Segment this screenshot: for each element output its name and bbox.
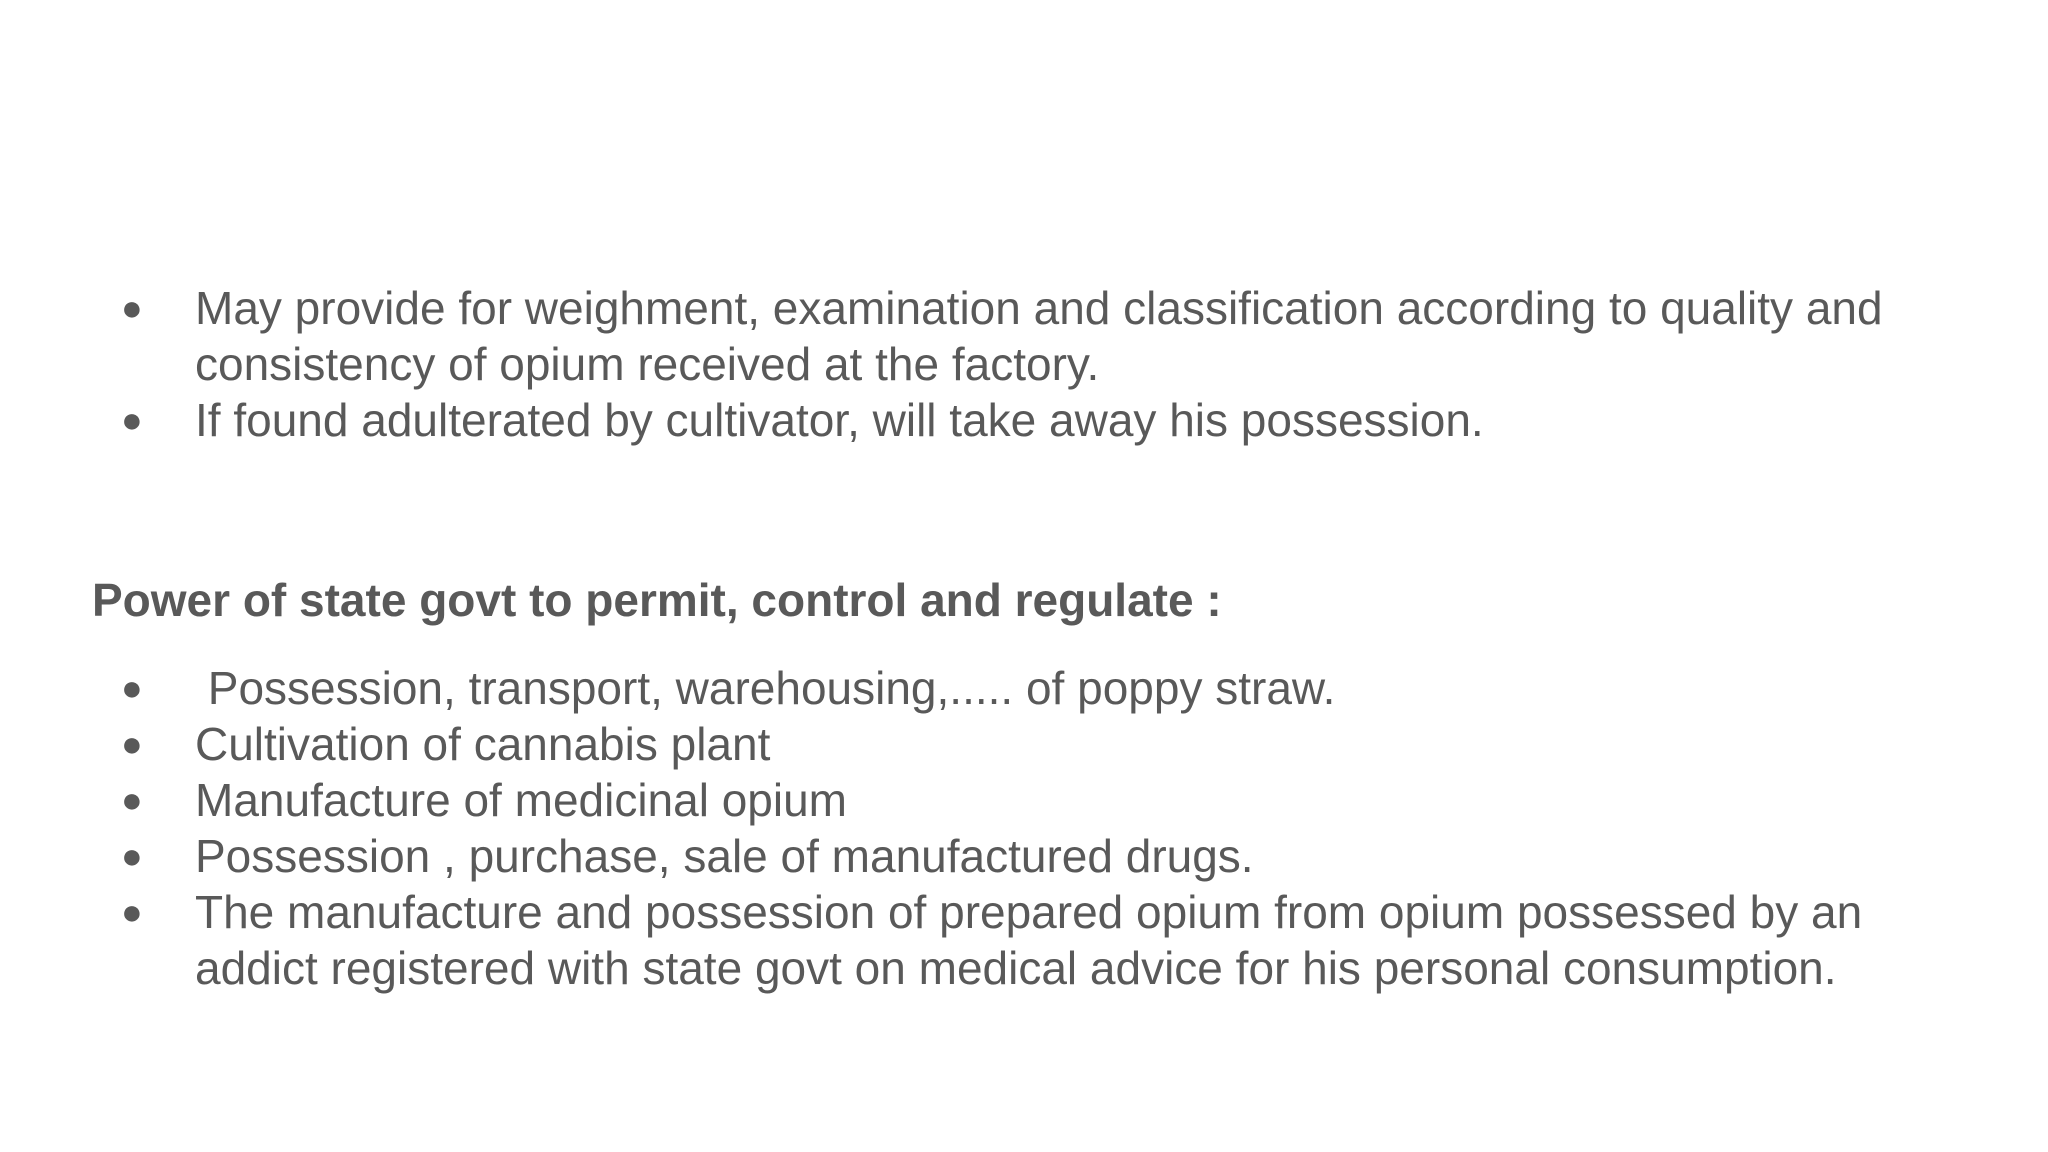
bullet-icon: ● bbox=[121, 287, 143, 328]
bullet-icon: ● bbox=[121, 835, 143, 876]
bottom-bullet-list bbox=[0, 660, 1995, 996]
list-item bbox=[0, 392, 1995, 448]
list-item-text: The manufacture and possession of prepared opium from opium possessed by an addict registered with state govt on medical advice for his personal consumption. bbox=[195, 886, 1875, 994]
list-item-text: If found adulterated by cultivator, will take away his possession. bbox=[195, 394, 1484, 446]
bullet-icon: ● bbox=[121, 779, 143, 820]
top-bullet-list bbox=[0, 280, 1995, 448]
list-item-text: Possession, transport, warehousing,..... of poppy straw. bbox=[195, 662, 1336, 714]
list-item-text: Cultivation of cannabis plant bbox=[195, 718, 771, 770]
bullet-icon: ● bbox=[121, 723, 143, 764]
list-item bbox=[0, 280, 1995, 392]
section-heading: Power of state govt to permit, control and regulate : bbox=[92, 574, 1222, 626]
list-item bbox=[0, 828, 1995, 884]
list-item bbox=[0, 772, 1995, 828]
list-item-text: Possession , purchase, sale of manufactured drugs. bbox=[195, 830, 1254, 882]
list-item-text: Manufacture of medicinal opium bbox=[195, 774, 847, 826]
bullet-icon: ● bbox=[121, 667, 143, 708]
list-item-text: May provide for weighment, examination and classification according to quality and consistency of opium received at the factory. bbox=[195, 282, 1896, 390]
bullet-icon: ● bbox=[121, 399, 143, 440]
bullet-icon: ● bbox=[121, 891, 143, 932]
list-item bbox=[0, 660, 1995, 716]
list-item bbox=[0, 716, 1995, 772]
list-item bbox=[0, 884, 1995, 996]
